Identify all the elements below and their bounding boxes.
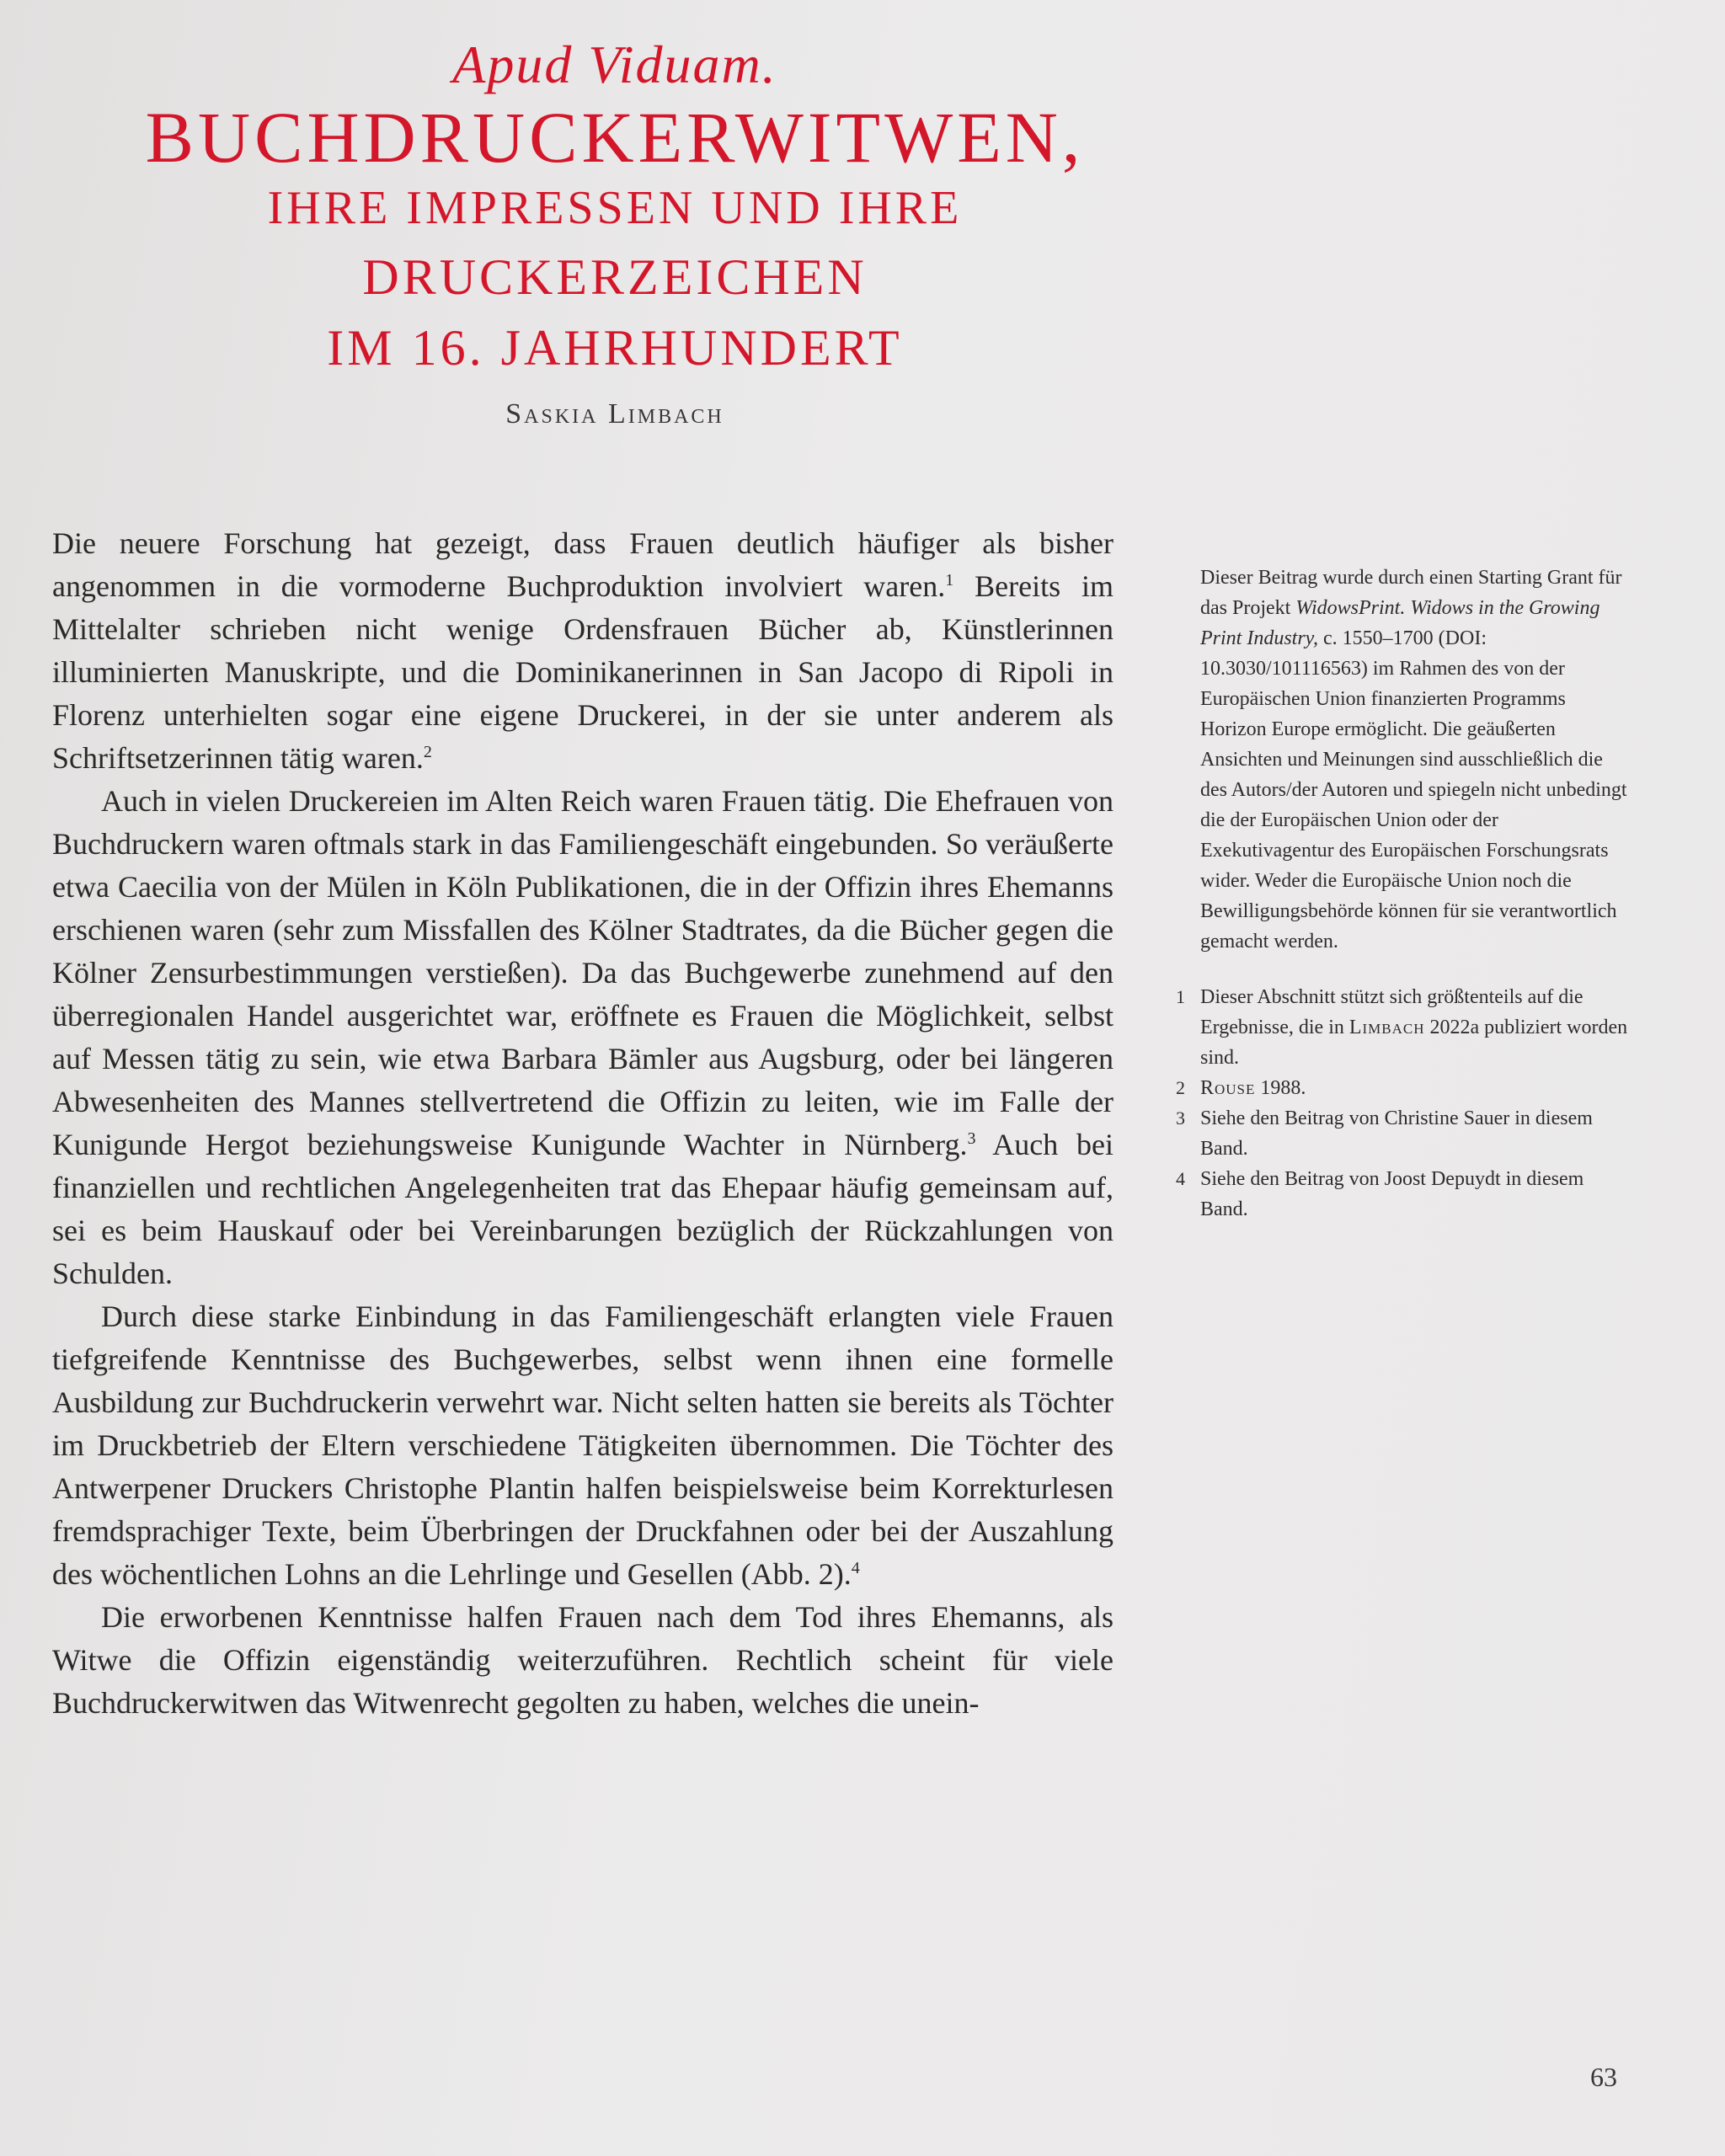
page-title: BUCHDRUCKERWITWEN, [145, 97, 1085, 179]
footnote-number: 2 [1176, 1077, 1185, 1098]
project-title: WidowsPrint. Widows in the Growing Print Industry, [1200, 597, 1600, 649]
paragraph-text: Durch diese starke Einbindung in das Familiengeschäft erlangten viele Frauen tiefgreifende Kenntnisse des Buchgewerbes, selbst wenn ihnen eine formelle Ausbildung zur Buchdruckerin verwehrt war. Nicht selten hatten sie bereits als Töchter im Druckbetrieb der Eltern verschiedene Tätigkeiten übernommen. Die Töchter des Antwerpener Druckers Christophe Plantin halfen beispielsweise beim Korrekturlesen fremdsprachiger Texte, beim Überbringen der Druckfahnen oder bei der Auszahlung des wöchentlichen Lohns an die Lehrlinge und Gesellen (Abb. 2). [52, 1299, 1114, 1591]
footnote [1176, 1164, 1634, 1225]
title-block [0, 29, 1230, 430]
subtitle-line: DRUCKERZEICHEN [362, 248, 868, 305]
paragraph [52, 1596, 1114, 1725]
footnote-ref: 1 [945, 571, 954, 590]
footnote-text: Dieser Abschnitt stützt sich größtenteils auf die Ergebnisse, die in [1200, 986, 1583, 1038]
sidebar-notes [1176, 563, 1634, 1225]
paragraph [52, 522, 1114, 780]
author-name: Saskia Limbach [505, 398, 724, 430]
grant-note [1200, 563, 1634, 957]
footnote-text: Siehe den Beitrag von Christine Sauer in diesem Band. [1200, 1107, 1593, 1160]
italic-subtitle: Apud Viduam. [452, 35, 777, 94]
footnote-number: 1 [1176, 986, 1185, 1007]
page-number: 63 [1590, 2062, 1617, 2092]
title-subtitle [0, 175, 1230, 382]
footnote-number: 4 [1176, 1168, 1185, 1189]
footnote-ref: 2 [423, 743, 432, 761]
paragraph-text: Die neuere Forschung hat gezeigt, dass Frauen deutlich häufiger als bisher angenommen in die vormoderne Buchproduktion involviert waren. [52, 526, 1114, 603]
footnote-text: 1988. [1255, 1077, 1306, 1099]
footnote [1176, 1103, 1634, 1164]
paragraph-text: Auch bei finanziellen und rechtlichen Angelegenheiten trat das Ehepaar häufig gemeinsam auf, sei es beim Hauskauf oder bei Vereinbarungen bezüglich der Rückzahlungen von Schulden. [52, 1128, 1114, 1290]
paragraph-text: Die erworbenen Kenntnisse halfen Frauen nach dem Tod ihres Ehemanns, als Witwe die Offizin eigenständig weiterzuführen. Rechtlich scheint für viele Buchdruckerwitwen das Witwenrecht gegolten zu haben, welches die unein- [52, 1600, 1114, 1720]
grant-text: Dieser Beitrag wurde durch einen Starting Grant für das Projekt [1200, 567, 1622, 619]
citation-author: Rouse [1200, 1077, 1256, 1099]
grant-text: c. 1550–1700 (DOI: 10.3030/101116563) im Rahmen des von der Europäischen Union finanzierten Programms Horizon Europe ermöglicht. Die geäußerten Ansichten und Meinungen sind ausschließlich die des Autors/der Autoren und spiegeln nicht unbedingt die der Europäischen Union oder der Exekutivagentur des Europäischen Forschungsrats wider. Weder die Europäische Union noch die Bewilligungsbehörde können für sie verantwortlich gemacht werden. [1200, 627, 1627, 953]
subtitle-line: IM 16. JAHRHUNDERT [327, 319, 903, 376]
subtitle-line: IHRE IMPRESSEN UND IHRE [267, 182, 963, 235]
footnote-ref: 3 [967, 1129, 976, 1148]
paragraph-text: Auch in vielen Druckereien im Alten Reich waren Frauen tätig. Die Ehefrauen von Buchdruckern waren oftmals stark in das Familiengeschäft eingebunden. So veräußerte etwa Caecilia von der Mülen in Köln Publikationen, die in der Offizin ihres Ehemanns erschienen waren (sehr zum Missfallen des Kölner Stadtrates, da die Bücher gegen die Kölner Zensurbestimmungen verstießen). Da das Buchgewerbe zunehmend auf den überregionalen Handel ausgerichtet war, eröffnete es Frauen die Möglichkeit, selbst auf Messen tätig zu sein, wie etwa Barbara Bämler aus Augsburg, oder bei längeren Abwesenheiten des Mannes stellvertretend die Offizin zu leiten, wie im Falle der Kunigunde Hergot beziehungsweise Kunigunde Wachter in Nürnberg. [52, 784, 1114, 1161]
footnote-text: Siehe den Beitrag von Joost Depuydt in diesem Band. [1200, 1168, 1584, 1220]
footnote [1176, 1073, 1634, 1103]
paragraph [52, 780, 1114, 1295]
paragraph-text: Bereits im Mittelalter schrieben nicht wenige Ordensfrauen Bücher ab, Künstlerinnen illuminierten Manuskripte, und die Dominikanerinnen in San Jacopo di Ripoli in Florenz unterhielten sogar eine eigene Druckerei, in der sie unter anderem als Schriftsetzerinnen tätig waren. [52, 569, 1114, 775]
footnote-ref: 4 [851, 1559, 860, 1577]
paragraph [52, 1295, 1114, 1596]
footnote [1176, 982, 1634, 1073]
citation-author: Limbach [1348, 1017, 1425, 1038]
footnote-list [1176, 982, 1634, 1225]
body-text [52, 522, 1114, 1725]
footnote-text: 2022a publiziert worden sind. [1200, 1017, 1628, 1069]
footnote-number: 3 [1176, 1107, 1185, 1129]
